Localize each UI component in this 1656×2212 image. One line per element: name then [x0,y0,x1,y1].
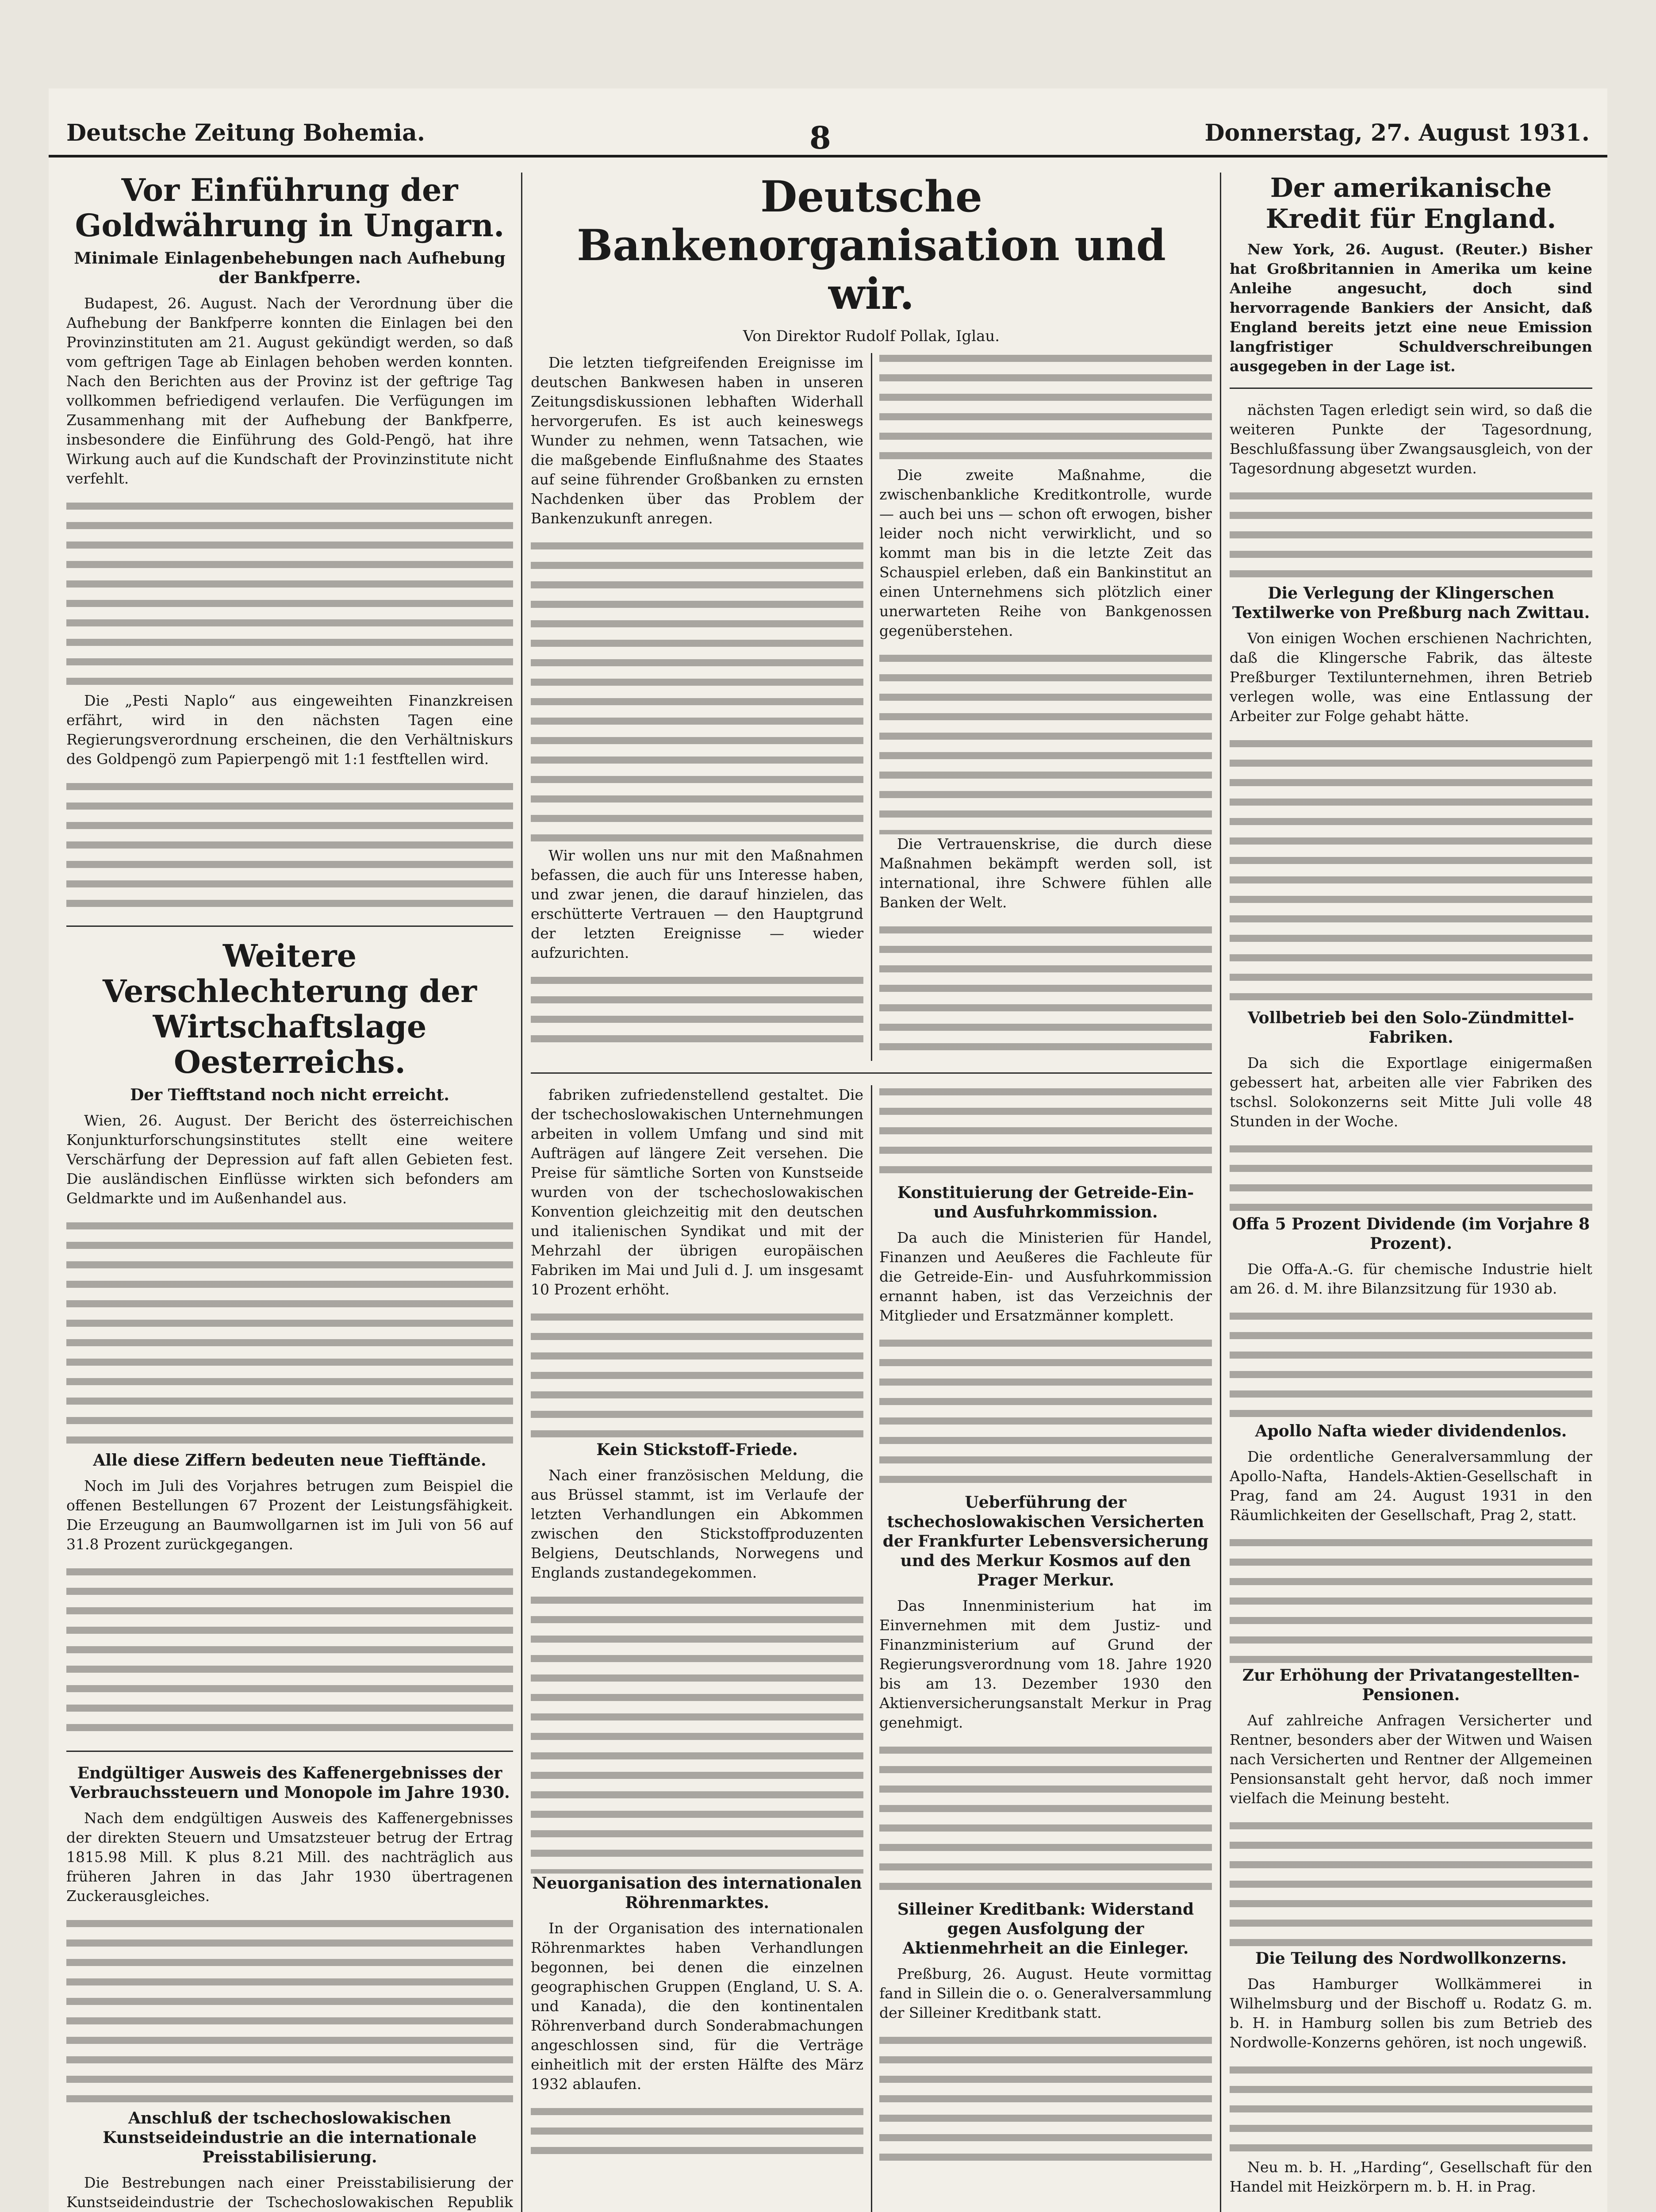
byline: Von Direktor Rudolf Pollak, Iglau. [743,327,1000,345]
article-title: Neuorganisation des internationalen Röhrenmarktes. [532,1874,862,1912]
text-body [1230,734,1592,1008]
article-paragraph: nächsten Tagen erledigt sein wird, so daß die weiteren Punkte der Tagesordnung, Beschlußfassung über Zwangsausgleich, von der Tagesordnung abgesetzt wurden. [1230,401,1592,477]
text-body [879,1740,1212,1900]
text-body [879,1333,1212,1493]
article-paragraph: Nach einer französischen Meldung, die aus Brüssel stammt, ist im Verlaufe der letzten Verhandlungen ein Abkommen zwischen den Stickstoffproduzenten Belgiens, Deutschlands, Norwegens und Englands zustandegekommen. [531,1467,863,1581]
article-paragraph: Wir wollen uns nur mit den Maßnahmen befassen, die auch für uns Interesse haben, und zwar jenen, die darauf hinzielen, das erschütterte Vertrauen — den Hauptgrund der letzten Ereignisse — wieder aufzurichten. [531,847,863,961]
article-paragraph: Die letzten tiefgreifenden Ereignisse im deutschen Bankwesen haben in unseren Zeitungsdiskussionen lebhaften Widerhall hervorgerufen. Es ist auch keineswegs Wunder zu nehmen, wenn Tatsachen, wie die maßgebende Einflußnahme des Staates auf seine führender Großbanken zu ernsten Nachdenken über das Problem der Bankenzukunft anregen. [531,354,863,527]
article-title: Vollbetrieb bei den Solo-Zündmittel-Fabriken. [1248,1009,1574,1047]
text-body [66,1562,513,1739]
text-body [66,1216,513,1451]
article-title: Apollo Nafta wieder dividendenlos. [1255,1422,1567,1440]
article-title: Ueberführung der tschechoslowakischen Versicherten der Frankfurter Lebensversicherung und des Merkur Kosmos auf den Prager Merkur. [882,1493,1209,1590]
text-body [531,1590,863,1874]
text-body [531,1307,863,1440]
article-paragraph: Da auch die Ministerien für Handel, Finanzen und Aeußeres die Fachleute für die Getreide-Ein- und Ausfuhrkommission ernannt haben, ist das Verzeichnis der Mitglieder und Ersatzmänner komplett. [879,1229,1212,1324]
text-body [1230,1816,1592,1949]
article-title: Vor Einführung der Goldwährung in Ungarn. [75,173,505,244]
article-title: Die Teilung des Nordwollkonzerns. [1255,1949,1567,1968]
divider [1230,388,1592,389]
article-lead: New York, 26. August. (Reuter.) Bisher hat Großbritannien in Amerika um keine Anleihe angesucht, doch sind hervorragende Bankiers der Ansicht, daß England bereits jetzt eine neue Emission langfristiger Schuldverschreibungen ausgegeben in der Lage ist. [1230,241,1592,375]
article-paragraph: Noch im Juli des Vorjahres betrugen zum Beispiel die offenen Bestellungen 67 Prozent der Leistungsfähigkeit. Die Erzeugung an Baumwollgarnen ist im Juli von 56 auf 31.8 Prozent zurückgegangen. [66,1477,513,1553]
text-body [66,1914,513,2108]
article-title: Der amerikanische Kredit für England. [1265,173,1556,234]
article-paragraph: Die zweite Maßnahme, die zwischenbankliche Kreditkontrolle, wurde — auch bei uns — schon oft erwogen, bisher leider noch nicht verwirklicht, und so kommt man bis in die letzte Zeit das Schauspiel erleben, daß ein Bankinstitut an einen Unternehmens sich plötzlich einer unerwarteten Reihe von Bankgenossen gegenüberstehen. [879,466,1212,639]
article-subtitle: Minimale Einlagenbehebungen nach Aufhebung der Bankfperre. [74,249,506,287]
article-paragraph: Da sich die Exportlage einigermaßen gebessert hat, arbeiten alle vier Fabriken des tschsl. Solokonzerns seit Mitte Juli volle 48 Stunden in der Woche. [1230,1054,1592,1130]
article-subtitle: Der Tiefftstand noch nicht erreicht. [130,1086,449,1104]
lead-article-body [531,353,1212,1061]
article-paragraph: fabriken zufriedenstellend gestaltet. Die der tschechoslowakischen Unternehmungen arbeiten in vollem Umfang und sind mit Aufträgen auf längere Zeit versehen. Die Preise für sämtliche Sorten von Kunstseide wurden von der tschechoslowakischen Konvention gleichzeitig mit den deutschen und italienischen Syndikat und mit der Mehrzahl der übrigen europäischen Fabriken im Mai und Juli d. J. um insgesamt 10 Prozent erhöht. [531,1086,863,1298]
column-left [66,173,513,2212]
article-title: Kein Stickstoff-Friede. [596,1440,798,1459]
article-paragraph: Von einigen Wochen erschienen Nachrichten, daß die Klingersche Fabrik, das älteste Preßburger Textilunternehmen, ihren Betrieb verlegen wolle, was eine Entlassung der Arbeiter zur Folge gehabt hätte. [1230,630,1592,725]
article-title: Konstituierung der Getreide-Ein- und Ausfuhrkommission. [897,1183,1194,1221]
column-right [1230,173,1592,2212]
article-paragraph: Die Offa-A.-G. für chemische Industrie hielt am 26. d. M. ihre Bilanzsitzung für 1930 ab. [1230,1260,1592,1297]
article-paragraph: Die Vertrauenskrise, die durch diese Maßnahmen bekämpft werden soll, ist international, ihre Schwere fühlen alle Banken der Welt. [879,835,1212,911]
lead-title: Deutsche Bankenorganisation und wir. [577,173,1166,319]
section-heading: Alle diese Ziffern bedeuten neue Tiefftände. [93,1451,487,1470]
page-number: 8 [809,119,831,156]
column-rule [521,173,522,2212]
text-body [531,536,863,846]
text-body [66,496,513,691]
text-body [1230,1139,1592,1214]
divider [531,1072,1212,1074]
article-paragraph: Die ordentliche Generalversammlung der Apollo-Nafta, Handels-Aktien-Gesellschaft in Prag, fand am 24. August 1931 in den Räumlichkeiten der Gesellschaft, Prag 2, statt. [1230,1448,1592,1524]
text-body [879,2031,1212,2163]
text-body [66,777,513,914]
article-paragraph: Wien, 26. August. Der Bericht des österreichischen Konjunkturforschungsinstitutes stellt eine weitere Verschärfung der Depression auf faft allen Gebieten fest. Die ausländischen Einflüsse wirkten sich befonders am Geldmarkte und im Außenhandel aus. [66,1112,513,1207]
lower-articles [531,1085,1212,2212]
text-body [879,649,1212,834]
article-title: Zur Erhöhung der Privatangestellten-Pensionen. [1242,1666,1580,1704]
article-paragraph: Neu m. b. H. „Harding“, Gesellschaft für den Handel mit Heizkörpern m. b. H. in Prag. [1230,2158,1592,2195]
text-body [879,920,1212,1053]
column-center [531,173,1212,2212]
article-paragraph: Die Bestrebungen nach einer Preisstabilisierung der Kunstseideindustrie der Tschechoslowakischen Republik [66,2174,513,2211]
article-paragraph: Nach dem endgültigen Ausweis des Kaffenergebnisses der direkten Steuern und Umsatzsteuer betrug der Ertrag 1815.98 Mill. K plus 8.21 Mill. des nachträglich aus früheren Jahren in das Jahr 1930 übertragenen Zuckerausgleiches. [66,1809,513,1905]
article-title: Weitere Verschlechterung der Wirtschaftslage Oesterreichs. [102,937,477,1080]
paper-name: Deutsche Zeitung Bohemia. [66,119,425,146]
article-title: Endgültiger Ausweis des Kaffenergebnisses der Verbrauchssteuern und Monopole im Jahre 1930. [69,1764,510,1802]
text-body [1230,486,1592,584]
article-paragraph: Die „Pesti Naplo“ aus eingeweihten Finanzkreisen erfährt, wird in den nächsten Tagen eine Regierungsverordnung erscheinen, die den Verhältniskurs des Goldpengö zum Papierpengö mit 1:1 festftellen wird. [66,692,513,768]
article-paragraph: Budapest, 26. August. Nach der Verordnung über die Aufhebung der Bankfperre konnten die Einlagen bei den Provinzinstituten am 21. August gekündigt werden, so daß vom geftrigen Tage ab Einlagen behoben werden konnten. Nach den Berichten aus der Provinz ist der geftrige Tag vollkommen befriedigend verlaufen. Die Verfügungen im Zusammenhang mit der Aufhebung der Bankfperre, insbesondere die Einführung des Gold-Pengö, hat ihre Wirkung auch auf die Kundschaft der Provinzinstitute nicht verfehlt. [66,295,513,487]
divider [66,926,513,927]
article-title: Offa 5 Prozent Dividende (im Vorjahre 8 Prozent). [1232,1215,1590,1253]
text-body [1230,1533,1592,1666]
column-rule [1220,173,1221,2212]
divider [66,1751,513,1752]
text-body [1230,2060,1592,2158]
article-paragraph: Preßburg, 26. August. Heute vormittag fand in Sillein die o. o. Generalversammlung der Silleiner Kreditbank statt. [879,1965,1212,2021]
newspaper-page [49,88,1607,2212]
masthead [49,115,1607,157]
article-title: Die Verlegung der Klingerschen Textilwerke von Preßburg nach Zwittau. [1232,584,1590,622]
article-paragraph: Auf zahlreiche Anfragen Versicherter und Rentner, besonders aber der Witwen und Waisen nach Versicherten und Rentner der Allgemeinen Pensionsanstalt geht hervor, daß noch immer vielfach die Meinung besteht. [1230,1712,1592,1807]
issue-date: Donnerstag, 27. August 1931. [1204,119,1590,146]
article-title: Anschluß der tschechoslowakischen Kunstseideindustrie an die internationale Preisstabilisierung. [103,2109,477,2166]
text-body [1230,1306,1592,1421]
article-paragraph: Das Innenministerium hat im Einvernehmen mit dem Justiz- und Finanzministerium auf Grund der Regierungsverordnung vom 18. Jahre 1920 bis am 13. Dezember 1930 den Aktienversicherungsanstalt Merkur in Prag genehmigt. [879,1597,1212,1731]
article-title: Silleiner Kreditbank: Widerstand gegen Ausfolgung der Aktienmehrheit an die Einleger. [897,1900,1194,1958]
article-paragraph: Das Hamburger Wollkämmerei in Wilhelmsburg und der Bischoff u. Rodatz G. m. b. H. in Hamburg sollen bis zum Betrieb des Nordwolle-Konzerns gehören, ist noch ungewiß. [1230,1975,1592,2051]
article-paragraph: In der Organisation des internationalen Röhrenmarktes haben Verhandlungen begonnen, bei denen die einzelnen geographischen Gruppen (England, U. S. A. und Kanada), die den kontinentalen Röhrenverband durch Sonderabmachungen angeschlossen sind, für die Verträge einheitlich mit der ersten Hälfte des März 1932 ablaufen. [531,1920,863,2093]
